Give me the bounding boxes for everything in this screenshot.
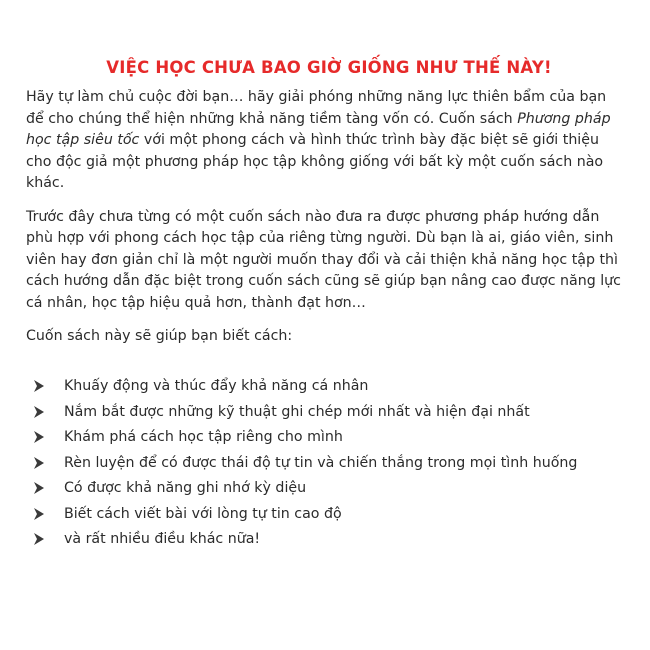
benefits-list xyxy=(22,374,622,553)
document-page xyxy=(22,58,622,640)
book-title-italic: Phương pháp học tập siêu tốc xyxy=(26,110,611,148)
list-item xyxy=(32,476,622,502)
arrow-bullet-icon xyxy=(32,456,46,470)
list-item xyxy=(32,374,622,400)
list-item-text: Rèn luyện để có được thái độ tự tin và chiến thắng trong mọi tình huống xyxy=(64,454,578,471)
arrow-bullet-icon xyxy=(32,405,46,419)
list-item xyxy=(32,399,622,425)
list-item xyxy=(32,501,622,527)
list-item xyxy=(32,527,622,553)
paragraph-1-text-end: với một phong cách và hình thức trình bày đặc biệt sẽ giới thiệu cho độc giả một phương pháp học tập không giống với bất kỳ một cuốn sách nào khác. xyxy=(26,132,604,191)
list-item-text: Nắm bắt được những kỹ thuật ghi chép mới nhất và hiện đại nhất xyxy=(64,403,530,420)
paragraph-1 xyxy=(22,87,622,195)
list-item-text: Biết cách viết bài với lòng tự tin cao độ xyxy=(64,505,342,522)
paragraph-1-text-start: Hãy tự làm chủ cuộc đời bạn… hãy giải phóng những năng lực thiên bẩm của bạn để cho chúng thể hiện những khả năng tiềm tàng vốn có. Cuốn sách xyxy=(26,89,607,127)
list-item-text: và rất nhiều điều khác nữa! xyxy=(64,531,261,548)
list-intro: Cuốn sách này sẽ giúp bạn biết cách: xyxy=(26,328,293,344)
list-item-text: Khám phá cách học tập riêng cho mình xyxy=(64,429,343,446)
list-item-text: Có được khả năng ghi nhớ kỳ diệu xyxy=(64,480,307,497)
page-title: VIỆC HỌC CHƯA BAO GIỜ GIỐNG NHƯ THẾ NÀY! xyxy=(106,58,552,77)
arrow-bullet-icon xyxy=(32,507,46,521)
list-item-text: Khuấy động và thúc đẩy khả năng cá nhân xyxy=(64,378,369,395)
list-item xyxy=(32,450,622,476)
list-item xyxy=(32,425,622,451)
arrow-bullet-icon xyxy=(32,532,46,546)
arrow-bullet-icon xyxy=(32,481,46,495)
paragraph-2: Trước đây chưa từng có một cuốn sách nào đưa ra được phương pháp hướng dẫn phù hợp với phong cách học tập của riêng từng người. Dù bạn là ai, giáo viên, sinh viên hay đơn giản chỉ là một người muốn thay đổi và cải thiện khả năng học tập thì cách hướng dẫn đặc biệt trong cuốn sách cũng sẽ giúp bạn nâng cao được năng lực cá nhân, học tập hiệu quả hơn, thành đạt hơn… xyxy=(26,208,621,311)
arrow-bullet-icon xyxy=(32,430,46,444)
arrow-bullet-icon xyxy=(32,379,46,393)
